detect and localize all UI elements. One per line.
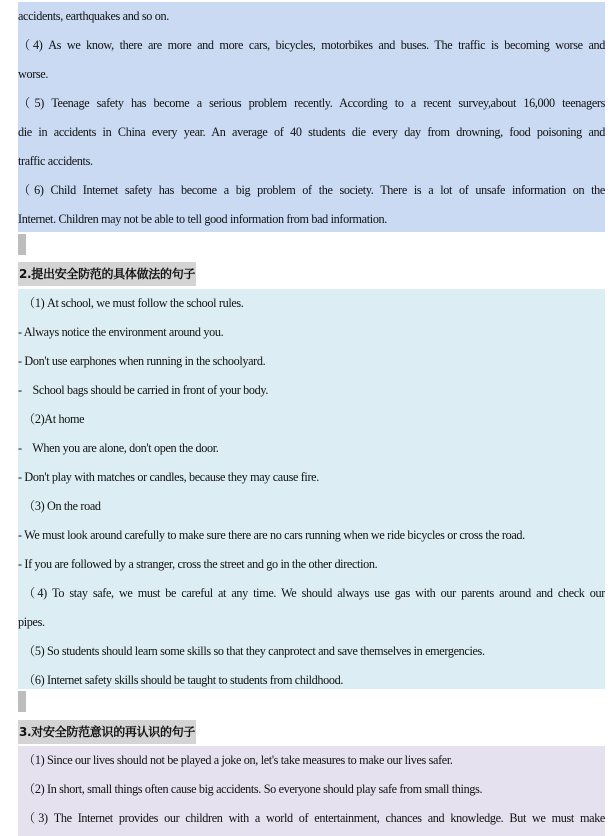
section-3-text-block	[18, 746, 605, 836]
section-2-line: - When you are alone, don't open the door.	[18, 441, 219, 455]
section-1-text-block	[18, 2, 605, 232]
section-1-line: Internet. Children may not be able to tell good information from bad information.	[18, 212, 388, 226]
section-1-line: die in accidents in China every year. An average of 40 students die every day from drowning, food poisoning and	[18, 125, 605, 139]
section-2-line: - Don't play with matches or candles, because they may cause fire.	[18, 470, 319, 484]
section-3-line: （2) In short, small things often cause big accidents. So everyone should play safe from small things.	[23, 782, 483, 796]
section-1-line: （4) As we know, there are more and more cars, bicycles, motorbikes and buses. The traffic is becoming worse and	[18, 38, 605, 52]
section-2-line: pipes.	[18, 615, 45, 629]
section-2-line: （3) On the road	[23, 499, 101, 513]
section-2-line: - School bags should be carried in front of your body.	[18, 383, 269, 397]
section-2-text-block	[18, 289, 605, 689]
section-2-line: （2)At home	[23, 412, 85, 426]
section-2-heading: 2.提出安全防范的具体做法的句子	[18, 262, 196, 286]
section-2-line: （4) To stay safe, we must be careful at any time. We should always use gas with our parents around and check our	[23, 586, 605, 600]
section-divider-bar	[18, 691, 26, 712]
section-2-line: （1) At school, we must follow the school rules.	[23, 296, 244, 310]
section-1-line: （5) Teenage safety has become a serious problem recently. According to a recent survey,about 16,000 teenagers	[18, 96, 605, 110]
section-1-line: worse.	[18, 67, 49, 81]
section-1-line: accidents, earthquakes and so on.	[18, 9, 169, 23]
section-2-line: - Don't use earphones when running in the schoolyard.	[18, 354, 266, 368]
section-2-line: - If you are followed by a stranger, cross the street and go in the other direction.	[18, 557, 378, 571]
section-2-line: （6) Internet safety skills should be taught to students from childhood.	[23, 673, 344, 687]
section-3-line: （3) The Internet provides our children with a world of entertainment, chances and knowledge. But we must make	[23, 811, 605, 825]
section-2-line: - Always notice the environment around you.	[18, 325, 224, 339]
section-3-line: （1) Since our lives should not be played a joke on, let's take measures to make our lives safer.	[23, 753, 453, 767]
section-divider-bar	[18, 234, 26, 255]
section-1-line: traffic accidents.	[18, 154, 93, 168]
section-2-line: - We must look around carefully to make sure there are no cars running when we ride bicycles or cross the road.	[18, 528, 525, 542]
section-3-heading: 3.对安全防范意识的再认识的句子	[18, 720, 196, 744]
section-1-line: （6) Child Internet safety has become a big problem of the society. There is a lot of unsafe information on the	[18, 183, 605, 197]
section-2-line: （5) So students should learn some skills so that they canprotect and save themselves in emergencies.	[23, 644, 485, 658]
